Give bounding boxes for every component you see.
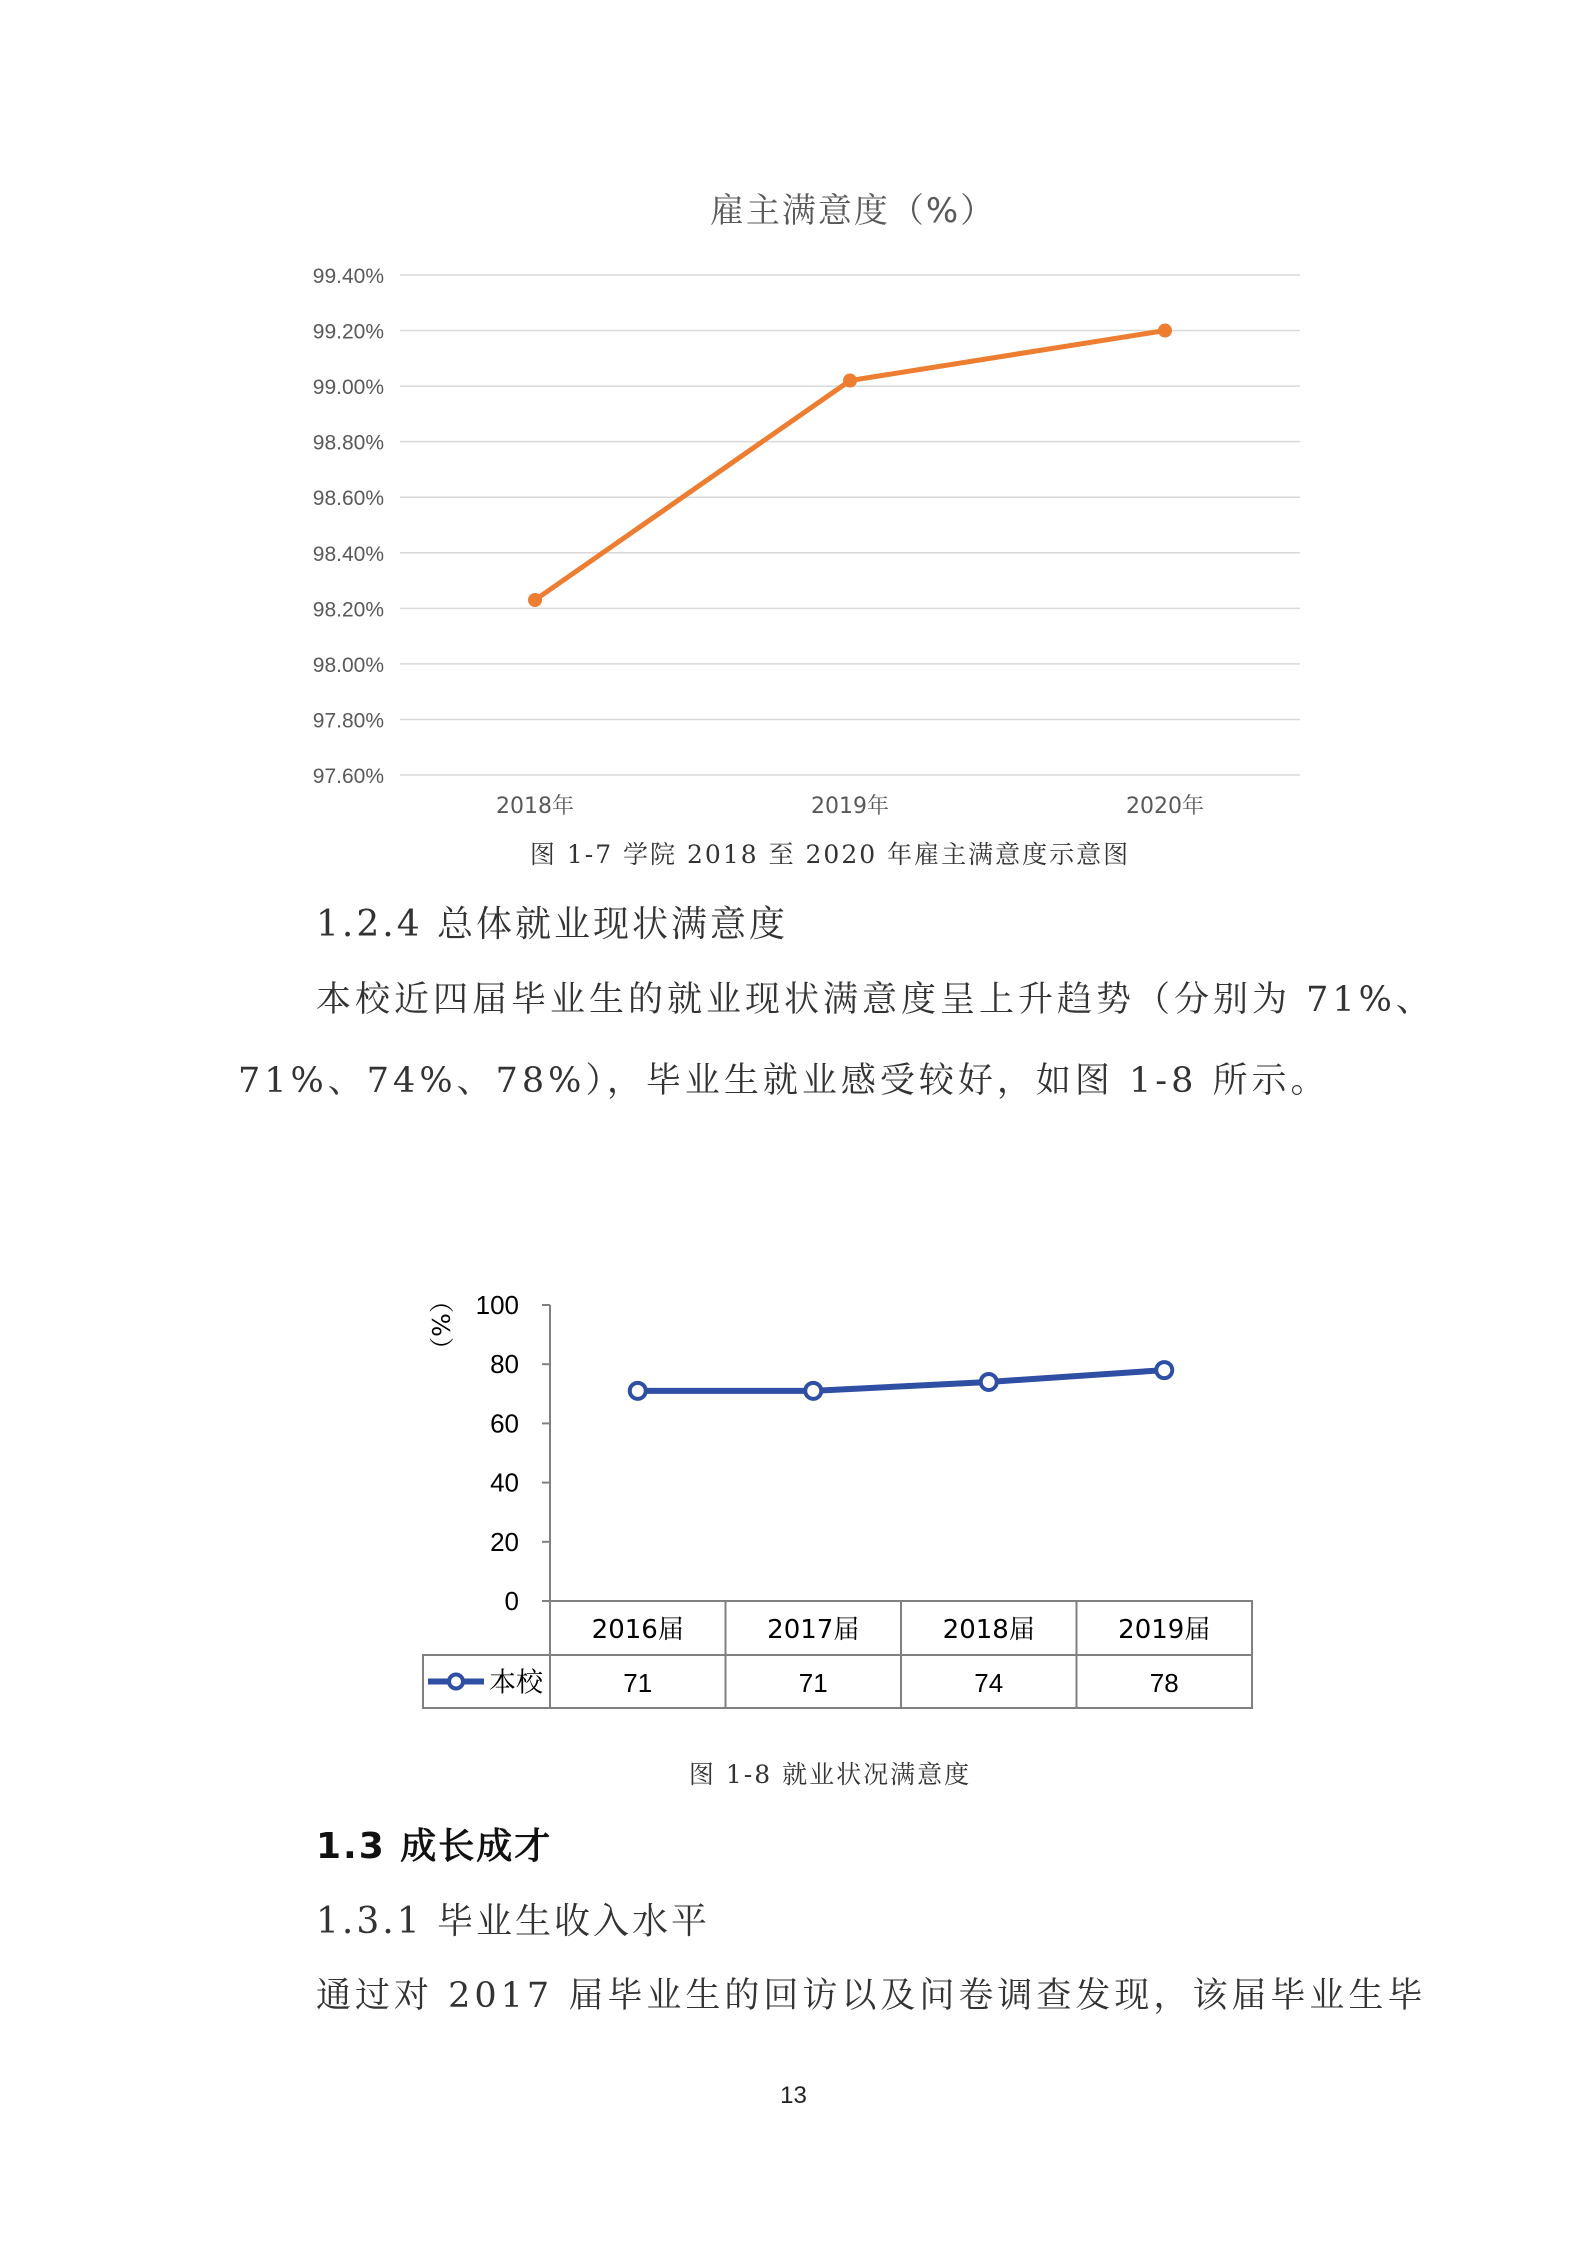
y-axis-tick-labels xyxy=(476,1290,519,1616)
table-category-label: 2018届 xyxy=(942,1615,1035,1645)
chart-title: 雇主满意度（%） xyxy=(709,191,997,231)
series-line-path xyxy=(638,1370,1165,1391)
table-value-cell: 71 xyxy=(623,1668,653,1698)
y-tick-label: 98.40% xyxy=(312,542,384,566)
y-axis-tick-labels xyxy=(313,265,384,788)
table-value-cell: 78 xyxy=(1149,1668,1179,1698)
data-table xyxy=(423,1601,1252,1708)
y-tick-label: 98.00% xyxy=(312,653,384,677)
y-tick-label: 99.40% xyxy=(312,265,384,288)
table-value-cell: 71 xyxy=(798,1668,828,1698)
y-tick-label: 20 xyxy=(490,1526,519,1557)
employer-satisfaction-chart-svg xyxy=(0,0,1587,880)
y-axis-line xyxy=(542,1305,550,1601)
data-point xyxy=(843,374,857,388)
employment-satisfaction-chart-svg xyxy=(0,1260,1587,1720)
employer-satisfaction-chart xyxy=(0,0,1587,880)
y-tick-label: 97.60% xyxy=(312,765,384,788)
data-point xyxy=(981,1374,997,1390)
y-tick-label: 98.60% xyxy=(312,487,384,511)
section-1-3-heading: 1.3 成长成才 xyxy=(316,1826,553,1867)
x-axis-tick-labels xyxy=(496,794,1204,819)
x-tick-label: 2020年 xyxy=(1126,794,1204,819)
figure-1-7-caption: 图 1-7 学院 2018 至 2020 年雇主满意度示意图 xyxy=(529,840,1131,869)
table-value-cell: 74 xyxy=(974,1668,1004,1698)
data-point xyxy=(805,1383,821,1399)
series-line xyxy=(630,1362,1173,1399)
data-point xyxy=(1156,1362,1172,1378)
section-1-3-1-heading: 1.3.1 毕业生收入水平 xyxy=(316,1901,711,1942)
page-number: 13 xyxy=(780,2082,807,2109)
data-point xyxy=(630,1383,646,1399)
y-tick-label: 99.20% xyxy=(312,320,384,344)
y-tick-label: 40 xyxy=(490,1467,519,1498)
y-tick-label: 98.80% xyxy=(312,431,384,455)
section-1-3-1-paragraph-line-1: 通过对 2017 届毕业生的回访以及问卷调查发现，该届毕业生毕 xyxy=(316,1976,1427,2016)
legend-marker xyxy=(449,1675,463,1689)
section-1-2-4-paragraph-line-1: 本校近四届毕业生的就业现状满意度呈上升趋势（分别为 71%、 xyxy=(316,980,1435,1020)
y-tick-label: 99.00% xyxy=(312,376,384,400)
chart-gridlines xyxy=(400,275,1300,775)
data-point xyxy=(1158,324,1172,338)
x-tick-label: 2018年 xyxy=(496,794,574,819)
employment-satisfaction-chart xyxy=(0,1260,1587,1720)
series-line-path xyxy=(535,331,1165,600)
section-1-2-4-paragraph-line-2: 71%、74%、78%），毕业生就业感受较好，如图 1-8 所示。 xyxy=(238,1061,1330,1101)
y-tick-label: 100 xyxy=(475,1290,519,1320)
table-value-row-border xyxy=(423,1655,1252,1708)
data-point xyxy=(528,593,542,607)
table-category-label: 2017届 xyxy=(767,1615,860,1645)
table-category-label: 2019届 xyxy=(1118,1615,1211,1645)
y-tick-label: 0 xyxy=(504,1586,519,1616)
y-tick-label: 80 xyxy=(490,1349,519,1380)
figure-1-8-caption: 图 1-8 就业状况满意度 xyxy=(688,1760,972,1789)
table-category-label: 2016届 xyxy=(591,1615,684,1645)
x-tick-label: 2019年 xyxy=(811,794,889,819)
y-axis-label: （%） xyxy=(426,1288,455,1362)
legend-series-name: 本校 xyxy=(489,1667,543,1699)
section-1-2-4-heading: 1.2.4 总体就业现状满意度 xyxy=(316,904,789,945)
y-tick-label: 60 xyxy=(490,1408,519,1439)
series-line xyxy=(528,324,1172,607)
y-tick-label: 98.20% xyxy=(312,598,384,622)
y-tick-label: 97.80% xyxy=(312,709,384,733)
